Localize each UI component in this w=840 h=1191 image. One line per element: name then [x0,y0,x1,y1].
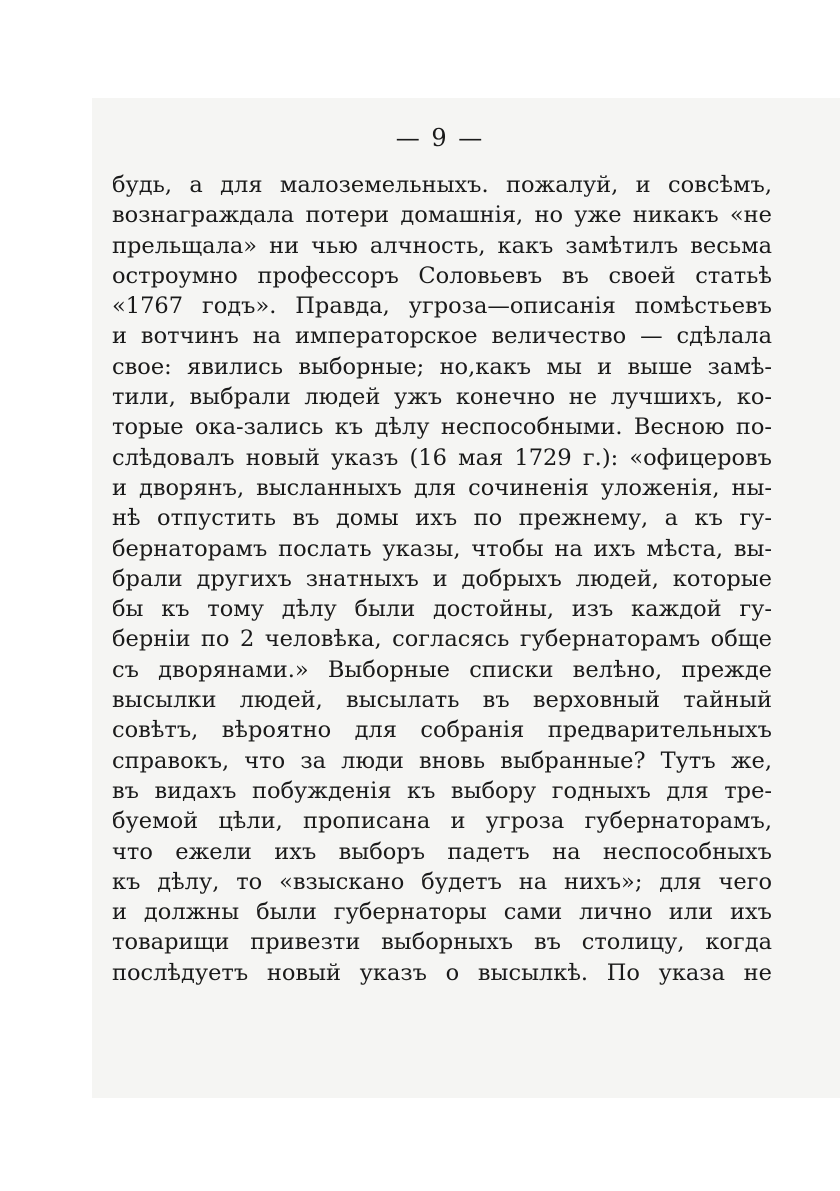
text-line: и вотчинъ на императорское величество — сдѣлала [112,323,772,350]
text-line: брали другихъ знатныхъ и добрыхъ людей, которые [112,565,772,592]
text-line: свое: явились выборные; но,какъ мы и выше замѣ- [112,353,772,380]
text-line: будь, а для малоземельныхъ. пожалуй, и совсѣмъ, [112,172,772,198]
page-number: — 9 — [395,124,485,152]
text-line: тили, выбрали людей ужъ конечно не лучшихъ, ко- [112,384,772,411]
text-line: высылки людей, высылать въ верховный тайный [112,687,772,714]
text-line: буемой цѣли, прописана и угроза губернаторамъ, [112,808,772,835]
text-line: слѣдовалъ новый указъ (16 мая 1729 г.): «офицеровъ [112,444,772,471]
text-line: и дворянъ, высланныхъ для сочиненія уложенія, ны- [112,474,772,501]
text-line: остроумно профессоръ Соловьевъ въ своей статьѣ [112,262,772,289]
text-line: бернаторамъ послать указы, чтобы на ихъ мѣста, вы- [112,535,772,562]
text-line: справокъ, что за люди вновь выбранные? Тутъ же, [112,747,772,774]
text-line: съ дворянами.» Выборные списки велѣно, прежде [112,656,772,683]
text-line: послѣдуетъ новый указъ о высылкѣ. По указа не [112,959,772,986]
body-text [112,170,772,988]
text-line: къ дѣлу, то «взыскано будетъ на нихъ»; для чего [112,868,772,895]
text-line: въ видахъ побужденія къ выбору годныхъ для тре- [112,777,772,804]
text-line: «1767 годъ». Правда, угроза—описанія помѣстьевъ [112,293,772,320]
text-line: берніи по 2 человѣка, согласясь губернаторамъ обще [112,626,772,653]
text-line: бы къ тому дѣлу были достойны, изъ каждой гу- [112,596,772,623]
text-line: вознаграждала потери домашнія, но уже никакъ «не [112,202,772,229]
text-line: товарищи привезти выборныхъ въ столицу, когда [112,929,772,956]
text-line: что ежели ихъ выборъ падетъ на неспособныхъ [112,838,772,865]
text-line: и должны были губернаторы сами лично или ихъ [112,899,772,926]
text-line: нѣ отпустить въ домы ихъ по прежнему, а къ гу- [112,505,772,532]
text-line: совѣтъ, вѣроятно для собранія предварительныхъ [112,717,772,744]
text-line: прельщала» ни чью алчность, какъ замѣтилъ весьма [112,232,772,259]
text-line: торые ока-зались къ дѣлу неспособными. Весною по- [112,414,772,441]
